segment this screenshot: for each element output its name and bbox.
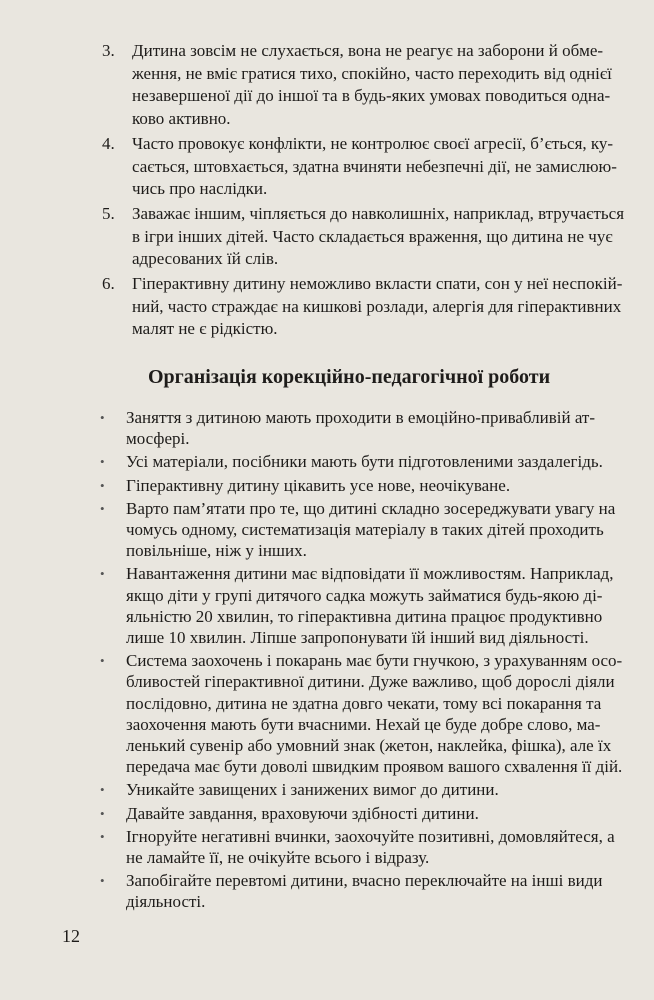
text-line: не ламайте її, не очікуйте всього і відразу. [126, 848, 430, 868]
bullet-item [96, 475, 654, 496]
text-line: малят не є рідкістю. [132, 319, 278, 339]
text-line: Гіперактивну дитину цікавить усе нове, неочікуване. [126, 475, 511, 495]
text-line: Заняття з дитиною мають проходити в емоційно-привабливій ат- [126, 408, 596, 427]
numbered-item [92, 203, 654, 271]
bullet-item [96, 650, 654, 777]
page-number: 12 [62, 926, 80, 946]
text-line: Усі матеріали, посібники мають бути підготовленими заздалегідь. [126, 452, 603, 472]
item-text [132, 203, 654, 271]
bullet-item [96, 870, 654, 912]
text-line: яльністю 20 хвилин, то гіперактивна дитина працює продуктивно [126, 606, 603, 626]
bullet-icon: • [100, 782, 105, 798]
bullet-text [126, 498, 654, 562]
bullet-list [96, 407, 654, 915]
numbered-item [92, 133, 654, 201]
text-line: Навантаження дитини має відповідати її можливостям. Наприклад, [126, 564, 614, 584]
bullet-icon: • [100, 828, 105, 844]
text-line: Дитина зовсім не слухається, вона не реагує на заборони й обме- [132, 41, 604, 60]
bullet-text [126, 803, 654, 824]
bullet-icon: • [100, 410, 105, 425]
text-line: Гіперактивну дитину неможливо вкласти спати, сон у неї неспокій- [132, 274, 623, 294]
bullet-item [96, 826, 654, 868]
text-line: в ігри інших дітей. Часто складається враження, що дитина не чує [132, 226, 613, 246]
bullet-item [96, 498, 654, 562]
text-line: Заважає іншим, чіпляється до навколишніх, наприклад, втручається [132, 203, 625, 223]
bullet-text [126, 475, 654, 496]
text-line: чомусь одному, систематизація матеріалу в таких дітей проходить [126, 520, 604, 540]
bullet-item [96, 451, 654, 472]
text-line: повільніше, ніж у інших. [126, 541, 307, 561]
text-line: незавершеної дії до іншої та в будь-яких умовах поводиться одна- [132, 86, 611, 106]
bullet-icon: • [100, 805, 105, 821]
text-line: Ігноруйте негативні вчинки, заохочуйте позитивні, домовляйтеся, а [126, 826, 615, 846]
item-number: 3. [102, 41, 115, 60]
item-text [132, 273, 654, 341]
bullet-item [96, 407, 654, 449]
text-line: адресованих їй слів. [132, 249, 279, 269]
item-text [132, 40, 654, 131]
bullet-icon: • [100, 477, 105, 493]
text-line: чись про наслідки. [132, 179, 268, 199]
item-number: 4. [102, 133, 115, 153]
text-line: ний, часто страждає на кишкові розлади, алергія для гіперактивних [132, 296, 622, 316]
numbered-item [92, 40, 654, 131]
text-line: Запобігайте перевтомі дитини, вчасно переключайте на інші види [126, 871, 603, 891]
bullet-text [126, 407, 654, 449]
text-line: передача має бути доволі швидким проявом вашого схвалення її дій. [126, 757, 623, 777]
bullet-item [96, 803, 654, 824]
bullet-icon: • [100, 500, 105, 516]
text-line: сається, штовхається, здатна вчиняти небезпечні дії, не замислюю- [132, 156, 617, 176]
text-line: послідовно, дитина не здатна довго чекати, тому всі покарання та [126, 693, 602, 713]
text-line: бливостей гіперактивної дитини. Дуже важливо, щоб дорослі діяли [126, 672, 615, 692]
item-number: 6. [102, 274, 115, 294]
numbered-item [92, 273, 654, 341]
text-line: ково активно. [132, 109, 231, 129]
text-line: Система заохочень і покарань має бути гнучкою, з урахуванням осо- [126, 651, 623, 671]
bullet-text [126, 451, 654, 472]
bullet-icon: • [100, 873, 105, 889]
bullet-icon: • [100, 566, 105, 582]
text-line: якщо діти у групі дитячого садка можуть займатися будь-якою ді- [126, 585, 603, 605]
text-line: ленький сувенір або умовний знак (жетон, наклейка, фішка), але їх [126, 736, 612, 756]
text-line: Давайте завдання, враховуючи здібності дитини. [126, 803, 479, 823]
text-line: заохочення мають бути вчасними. Нехай це буде добре слово, ма- [126, 714, 601, 734]
item-number: 5. [102, 203, 115, 223]
section-title: Організація корекційно-педагогічної роботи [148, 366, 551, 388]
text-line: ження, не вміє гратися тихо, спокійно, часто переходить від однієї [132, 63, 612, 83]
text-line: Часто провокує конфлікти, не контролює своєї агресії, б’ється, ку- [132, 133, 614, 153]
bullet-text [126, 650, 654, 777]
bullet-icon: • [100, 653, 105, 669]
bullet-item [96, 779, 654, 800]
bullet-item [96, 563, 654, 648]
item-text [132, 133, 654, 201]
bullet-text [126, 870, 654, 912]
bullet-text [126, 563, 654, 648]
bullet-icon: • [100, 454, 105, 470]
bullet-text [126, 826, 654, 868]
text-line: мосфері. [126, 429, 190, 449]
numbered-list [92, 40, 654, 343]
text-line: Уникайте завищених і занижених вимог до дитини. [126, 780, 499, 800]
text-line: діяльності. [126, 892, 206, 912]
text-line: Варто пам’ятати про те, що дитині складно зосереджувати увагу на [126, 498, 616, 518]
bullet-text [126, 779, 654, 800]
text-line: лише 10 хвилин. Ліпше запропонувати їй інший вид діяльності. [126, 628, 589, 648]
